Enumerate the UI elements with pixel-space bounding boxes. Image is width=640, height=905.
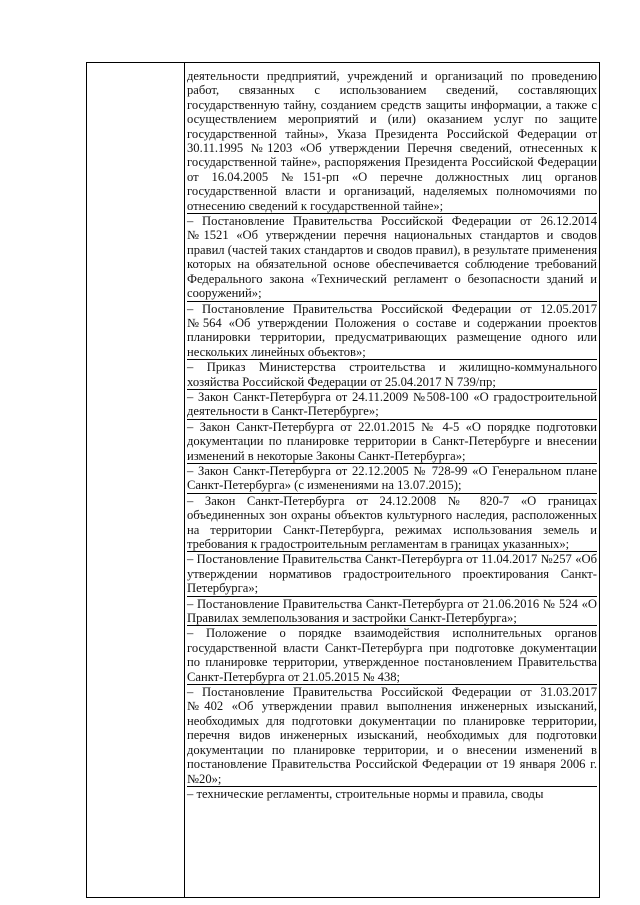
list-item: – Постановление Правительства Российской Федерации от 31.03.2017 №402 «Об утверждении правил выполнения инженерных изысканий, необходимых для подготовки документации по планировке территории, перечня видов инженерных изысканий, необходимых для подготовки документации по планировке территории, и о внесении изменений в постановление Правительства Российской Федерации от 19 января 2006 г. №20»; <box>187 685 597 786</box>
list-item: – Закон Санкт-Петербурга от 24.11.2009 №508-100 «О градостроительной деятельности в Санкт-Петербурге»; <box>187 389 597 419</box>
left-column-empty-cell <box>87 63 185 897</box>
list-item: – Постановление Правительства Санкт-Петербурга от 11.04.2017 №257 «Об утверждении нормативов градостроительного проектирования Санкт-Петербурга»; <box>187 552 597 596</box>
document-table <box>86 62 600 898</box>
list-item: – Приказ Министерства строительства и жилищно-коммунального хозяйства Российской Федерации от 25.04.2017 N 739/пр; <box>187 360 597 389</box>
list-item: – Закон Санкт-Петербурга от 24.12.2008 № 820-7 «О границах объединенных зон охраны объектов культурного наследия, расположенных на территории Санкт-Петербурга, режимах использования земель и требования к градостроительным регламентам в границах указанных»; <box>187 493 597 551</box>
list-item: – технические регламенты, строительные нормы и правила, своды <box>187 786 597 801</box>
list-item: – Положение о порядке взаимодействия исполнительных органов государственной власти Санкт-Петербурга при подготовке документации по планировке территории, утвержденное постановлением Правительства Санкт-Петербурга от 21.05.2015 № 438; <box>187 626 597 684</box>
list-item: – Постановление Правительства Российской Федерации от 12.05.2017 №564 «Об утверждении Положения о составе и содержании проектов планировки территории, предусматривающих размещение одного или нескольких линейных объектов»; <box>187 301 597 359</box>
paragraph-state-secret: деятельности предприятий, учреждений и организаций по проведению работ, связанных с использованием сведений, составляющих государственную тайну, созданием средств защиты информации, а также с осуществлением мероприятий и (или) оказанием услуг по защите государственной тайны», Указа Президента Российской Федерации от 30.11.1995 №1203 «Об утверждении Перечня сведений, отнесенных к государственной тайне», распоряжения Президента Российской Федерации от 16.04.2005 №151-рп «О перечне должностных лиц органов государственной власти и организаций, наделяемых полномочиями по отнесению сведений к государственной тайне»; <box>187 69 597 213</box>
list-item: – Закон Санкт-Петербурга от 22.01.2015 № 4-5 «О порядке подготовки документации по планировке территории в Санкт-Петербурге и внесении изменений в некоторые Законы Санкт-Петербурга»; <box>187 419 597 463</box>
list-item: – Постановление Правительства Российской Федерации от 26.12.2014 №1521 «Об утверждении перечня национальных стандартов и сводов правил (частей таких стандартов и сводов правил), в результате применения которых на обязательной основе обеспечивается соблюдение требований Федерального закона «Технический регламент о безопасности зданий и сооружений»; <box>187 214 597 301</box>
list-item: – Закон Санкт-Петербурга от 22.12.2005 № 728-99 «О Генеральном плане Санкт-Петербурга» (с изменениями на 13.07.2015); <box>187 463 597 493</box>
regulations-list-cell <box>185 63 599 897</box>
list-item: – Постановление Правительства Санкт-Петербурга от 21.06.2016 № 524 «О Правилах землепользования и застройки Санкт-Петербурга»; <box>187 596 597 626</box>
